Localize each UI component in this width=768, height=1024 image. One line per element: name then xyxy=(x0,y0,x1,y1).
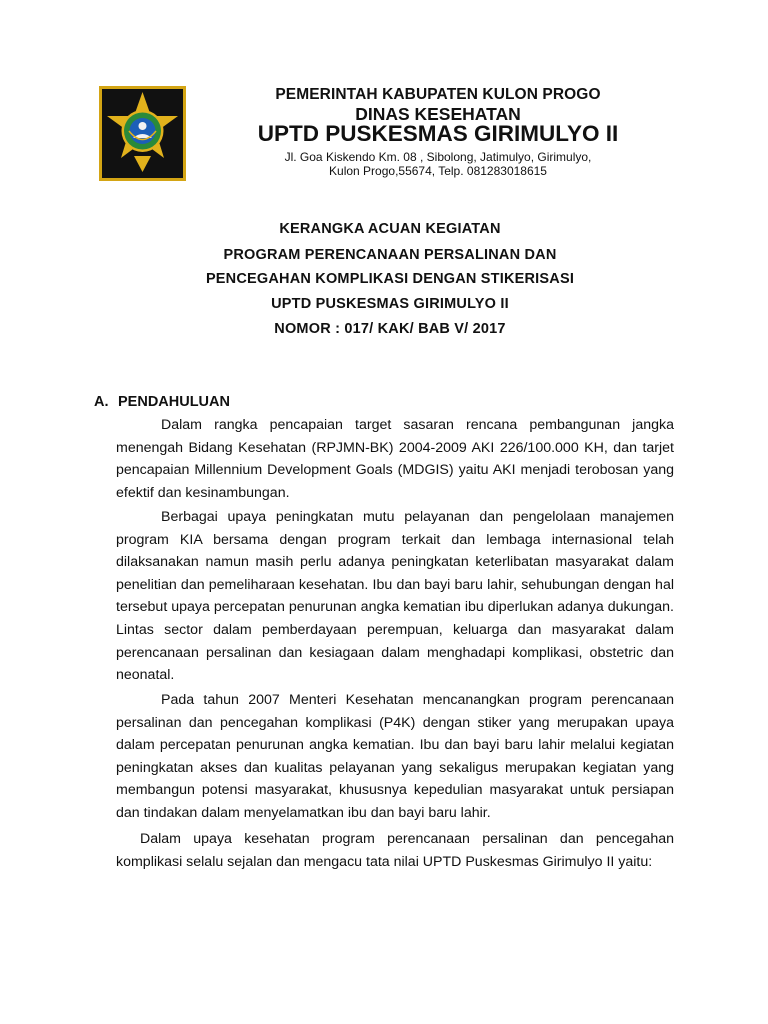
address-line-2: Kulon Progo,55674, Telp. 081283018615 xyxy=(329,164,547,178)
document-title-line-1: KERANGKA ACUAN KEGIATAN xyxy=(279,221,501,237)
institution-name: UPTD PUSKESMAS GIRIMULYO II xyxy=(257,121,619,146)
paragraph: Berbagai upaya peningkatan mutu pelayanan dan pengelolaan manajemen program KIA bersama dengan program terkait dan lembaga internasional telah dilaksanakan namun masih perlu adanya peningkatan keterlibatan masyarakat dalam penelitian dan pemeliharaan kesehatan. Ibu dan bayi baru lahir, sehubungan dengan hal tersebut upaya percepatan penurunan angka kematian ibu diperlukan adanya dukungan. Lintas sector dalam pemberdayaan perempuan, keluarga dan masyarakat dalam perencanaan persalinan dan kesiagaan dalam menghadapi komplikasi, obstetric dan neonatal. xyxy=(116,509,674,684)
section-number: A. xyxy=(94,394,109,410)
kulon-progo-emblem-icon xyxy=(99,86,186,181)
document-title-line-3: PENCEGAHAN KOMPLIKASI DENGAN STIKERISASI xyxy=(205,271,575,287)
department-name: DINAS KESEHATAN xyxy=(355,104,521,124)
section-title: PENDAHULUAN xyxy=(118,394,230,410)
document-title-line-2: PROGRAM PERENCANAAN PERSALINAN DAN xyxy=(223,247,557,263)
document-number: NOMOR : 017/ KAK/ BAB V/ 2017 xyxy=(274,321,506,337)
section-heading xyxy=(94,394,230,410)
address-line-1: Jl. Goa Kiskendo Km. 08 , Sibolong, Jatimulyo, Girimulyo, xyxy=(284,150,592,164)
paragraph: Dalam rangka pencapaian target sasaran rencana pembangunan jangka menengah Bidang Kesehatan (RPJMN-BK) 2004-2009 AKI 226/100.000 KH, dan tarjet pencapaian Millennium Development Goals (MDGIS) yaitu AKI menjadi terobosan yang efektif dan kesinambungan. xyxy=(116,417,674,501)
agency-name: PEMERINTAH KABUPATEN KULON PROGO xyxy=(275,86,601,103)
paragraph: Pada tahun 2007 Menteri Kesehatan mencanangkan program perencanaan persalinan dan pencegahan komplikasi (P4K) dengan stiker yang merupakan upaya dalam percepatan penurunan angka kematian. Ibu dan bayi baru lahir melalui kegiatan peningkatan akses dan kualitas pelayanan yang sekaligus merupakan kegiatan yang membangun potensi masyarakat, khususnya kepedulian masyarakat untuk persiapan dan tindakan dalam menyelamatkan ibu dan bayi baru lahir. xyxy=(116,692,674,821)
document-title-line-4: UPTD PUSKESMAS GIRIMULYO II xyxy=(271,296,509,312)
paragraph: Dalam upaya kesehatan program perencanaan persalinan dan pencegahan komplikasi selalu sejalan dan mengacu tata nilai UPTD Puskesmas Girimulyo II yaitu: xyxy=(116,831,674,870)
